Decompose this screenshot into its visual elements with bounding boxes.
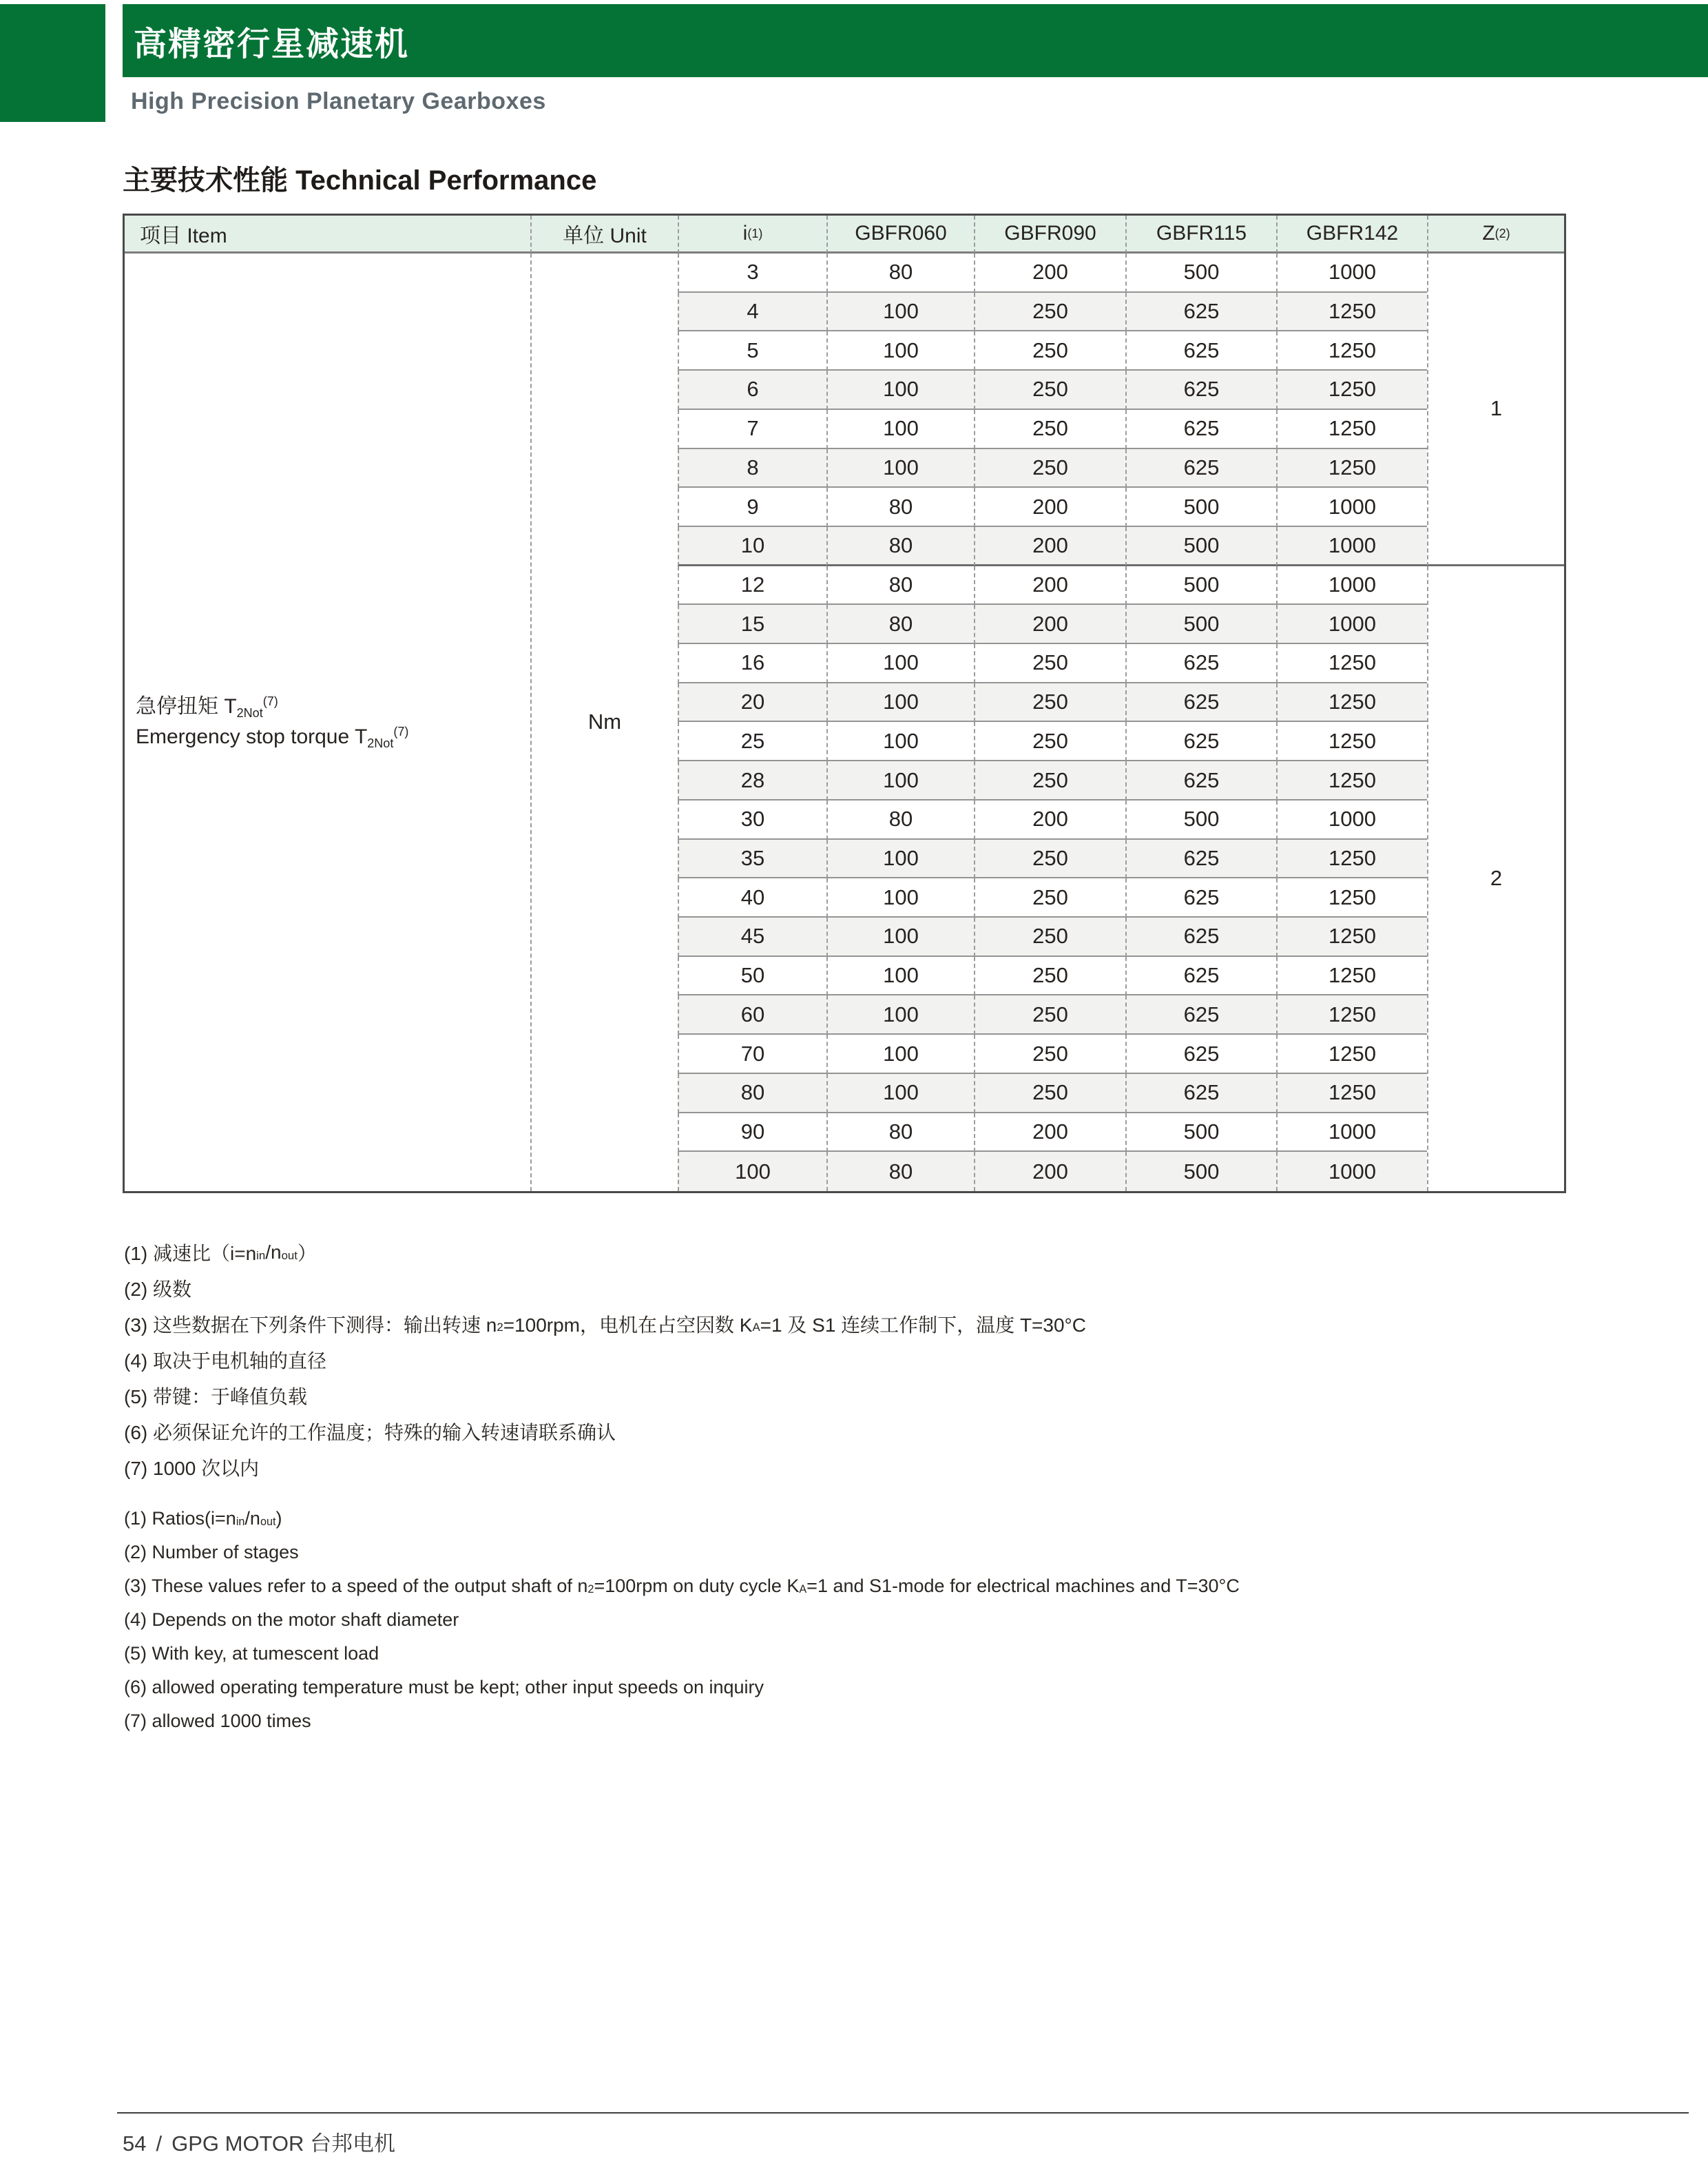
torque-value-cell: 1000 [1276, 1152, 1427, 1191]
torque-value-cell: 250 [974, 995, 1125, 1035]
torque-value-cell: 80 [826, 254, 974, 293]
ratio-cell: 8 [678, 449, 826, 488]
torque-value-cell: 250 [974, 683, 1125, 723]
footnote-line: (2) 级数 [124, 1279, 192, 1300]
footer-brand: GPG MOTOR 台邦电机 [171, 2131, 396, 2156]
torque-value-cell: 625 [1125, 410, 1276, 449]
ratio-cell: 4 [678, 293, 826, 332]
ratio-cell: 16 [678, 644, 826, 683]
footnote-line: (5) 带键：于峰值负载 [124, 1386, 308, 1407]
torque-value-cell: 1250 [1276, 995, 1427, 1035]
col-header-gbfr090: GBFR090 [974, 216, 1125, 254]
unit-cell: Nm [530, 254, 678, 1191]
item-zh-text: 急停扭矩 T [136, 695, 237, 719]
stages-cell: 2 [1427, 566, 1564, 1191]
torque-value-cell: 250 [974, 449, 1125, 488]
torque-value-cell: 625 [1125, 761, 1276, 800]
ratio-cell: 9 [678, 488, 826, 527]
torque-value-cell: 80 [826, 527, 974, 566]
ratio-cell: 3 [678, 254, 826, 293]
torque-value-cell: 1000 [1276, 605, 1427, 644]
torque-value-cell: 1250 [1276, 371, 1427, 410]
torque-value-cell: 1250 [1276, 410, 1427, 449]
torque-value-cell: 100 [826, 957, 974, 996]
ratio-cell: 25 [678, 722, 826, 761]
footnote-line: (1) 减速比（i=n $_{in}$ /n $_{out}$ ） [124, 1241, 317, 1264]
torque-value-cell: 500 [1125, 566, 1276, 606]
torque-value-cell: 625 [1125, 371, 1276, 410]
ratio-cell: 30 [678, 800, 826, 840]
torque-value-cell: 625 [1125, 840, 1276, 879]
torque-value-cell: 1250 [1276, 449, 1427, 488]
torque-value-cell: 1000 [1276, 800, 1427, 840]
ratio-cell: 20 [678, 683, 826, 723]
col-header-ratio: i (1) [678, 216, 826, 254]
torque-value-cell: 200 [974, 1152, 1125, 1191]
torque-value-cell: 100 [826, 410, 974, 449]
ratio-cell: 50 [678, 957, 826, 996]
torque-value-cell: 1000 [1276, 566, 1427, 606]
col-header-unit: 单位 Unit [530, 216, 678, 254]
ratio-cell: 12 [678, 566, 826, 606]
torque-value-cell: 100 [826, 293, 974, 332]
torque-value-cell: 625 [1125, 722, 1276, 761]
torque-value-cell: 1000 [1276, 527, 1427, 566]
torque-value-cell: 625 [1125, 1074, 1276, 1113]
ratio-cell: 10 [678, 527, 826, 566]
ratio-cell: 90 [678, 1113, 826, 1153]
page-subtitle-en: High Precision Planetary Gearboxes [131, 88, 546, 114]
col-header-gbfr060: GBFR060 [826, 216, 974, 254]
stages-cell: 1 [1427, 254, 1564, 566]
torque-value-cell: 625 [1125, 644, 1276, 683]
torque-value-cell: 1250 [1276, 957, 1427, 996]
torque-value-cell: 100 [826, 761, 974, 800]
torque-value-cell: 250 [974, 957, 1125, 996]
torque-value-cell: 100 [826, 1074, 974, 1113]
torque-value-cell: 625 [1125, 331, 1276, 371]
footnotes-en [124, 1502, 1240, 1738]
item-line-en [136, 722, 408, 752]
torque-value-cell: 1250 [1276, 761, 1427, 800]
torque-value-cell: 625 [1125, 878, 1276, 918]
torque-value-cell: 250 [974, 878, 1125, 918]
item-en-sup: (7) [393, 725, 409, 739]
torque-value-cell: 250 [974, 1074, 1125, 1113]
torque-value-cell: 1250 [1276, 644, 1427, 683]
torque-value-cell: 1250 [1276, 918, 1427, 957]
torque-value-cell: 100 [826, 918, 974, 957]
item-zh-sub: 2Not [236, 705, 263, 720]
torque-value-cell: 500 [1125, 800, 1276, 840]
page-header-bar [123, 4, 1708, 77]
torque-value-cell: 625 [1125, 957, 1276, 996]
torque-value-cell: 500 [1125, 254, 1276, 293]
footnote-line: (4) Depends on the motor shaft diameter [124, 1609, 459, 1630]
torque-value-cell: 625 [1125, 1035, 1276, 1074]
torque-value-cell: 100 [826, 840, 974, 879]
torque-value-cell: 250 [974, 293, 1125, 332]
footnote-line: (7) allowed 1000 times [124, 1711, 311, 1731]
torque-value-cell: 80 [826, 1113, 974, 1153]
item-line-zh [136, 692, 278, 722]
footnote-line: (3) These values refer to a speed of the output shaft of n $_2$ =100rpm on duty cycle K $_A$ =1 and S1-mode for electrical machines and T=30°C [124, 1576, 1240, 1596]
torque-value-cell: 250 [974, 371, 1125, 410]
footnote-line: (6) 必须保证允许的工作温度；特殊的输入转速请联系确认 [124, 1422, 616, 1443]
torque-value-cell: 80 [826, 605, 974, 644]
section-title: 主要技术性能 Technical Performance [123, 165, 597, 196]
item-en-text: Emergency stop torque T [136, 725, 368, 749]
torque-value-cell: 250 [974, 1035, 1125, 1074]
torque-value-cell: 250 [974, 918, 1125, 957]
ratio-cell: 70 [678, 1035, 826, 1074]
col-header-gbfr115: GBFR115 [1125, 216, 1276, 254]
ratio-cell: 45 [678, 918, 826, 957]
torque-value-cell: 500 [1125, 605, 1276, 644]
item-zh-sup: (7) [262, 694, 278, 709]
torque-value-cell: 625 [1125, 293, 1276, 332]
torque-value-cell: 500 [1125, 488, 1276, 527]
page-title-zh: 高精密行星减速机 [134, 25, 410, 63]
footer-separator: / [156, 2131, 163, 2156]
torque-value-cell: 100 [826, 371, 974, 410]
ratio-cell: 7 [678, 410, 826, 449]
stages-symbol: Z [1482, 222, 1495, 245]
torque-value-cell: 1250 [1276, 1035, 1427, 1074]
footnote-line: (7) 1000 次以内 [124, 1458, 260, 1479]
footnote-line: (2) Number of stages [124, 1542, 299, 1562]
torque-value-cell: 1250 [1276, 722, 1427, 761]
ratio-cell: 6 [678, 371, 826, 410]
torque-value-cell: 1250 [1276, 840, 1427, 879]
technical-performance-table [123, 214, 1566, 1193]
torque-value-cell: 100 [826, 644, 974, 683]
torque-value-cell: 100 [826, 683, 974, 723]
torque-value-cell: 100 [826, 449, 974, 488]
ratio-cell: 15 [678, 605, 826, 644]
torque-value-cell: 200 [974, 800, 1125, 840]
footnote-line: (5) With key, at tumescent load [124, 1643, 379, 1664]
torque-value-cell: 200 [974, 488, 1125, 527]
torque-value-cell: 500 [1125, 1152, 1276, 1191]
torque-value-cell: 80 [826, 1152, 974, 1191]
torque-value-cell: 100 [826, 722, 974, 761]
page-number: 54 [123, 2131, 147, 2156]
torque-value-cell: 200 [974, 1113, 1125, 1153]
ratio-cell: 35 [678, 840, 826, 879]
col-header-gbfr142: GBFR142 [1276, 216, 1427, 254]
torque-value-cell: 200 [974, 254, 1125, 293]
item-cell [125, 254, 530, 1191]
torque-value-cell: 100 [826, 331, 974, 371]
torque-value-cell: 250 [974, 644, 1125, 683]
torque-value-cell: 100 [826, 1035, 974, 1074]
torque-value-cell: 80 [826, 566, 974, 606]
torque-value-cell: 1250 [1276, 878, 1427, 918]
torque-value-cell: 1250 [1276, 683, 1427, 723]
torque-value-cell: 625 [1125, 918, 1276, 957]
torque-value-cell: 80 [826, 800, 974, 840]
torque-value-cell: 1000 [1276, 254, 1427, 293]
torque-value-cell: 625 [1125, 995, 1276, 1035]
ratio-cell: 80 [678, 1074, 826, 1113]
col-header-item: 项目 Item [125, 216, 530, 254]
header-accent-block [0, 4, 105, 122]
torque-value-cell: 625 [1125, 683, 1276, 723]
torque-value-cell: 1000 [1276, 1113, 1427, 1153]
torque-value-cell: 200 [974, 605, 1125, 644]
torque-value-cell: 500 [1125, 527, 1276, 566]
col-header-stages: Z (2) [1427, 216, 1564, 254]
torque-value-cell: 100 [826, 995, 974, 1035]
torque-value-cell: 1250 [1276, 293, 1427, 332]
torque-value-cell: 200 [974, 527, 1125, 566]
torque-value-cell: 1000 [1276, 488, 1427, 527]
torque-value-cell: 1250 [1276, 1074, 1427, 1113]
ratio-cell: 5 [678, 331, 826, 371]
footer [123, 2126, 395, 2157]
torque-value-cell: 200 [974, 566, 1125, 606]
footer-rule [117, 2112, 1689, 2114]
ratio-cell: 60 [678, 995, 826, 1035]
torque-value-cell: 625 [1125, 449, 1276, 488]
footnotes-zh [124, 1235, 1086, 1485]
torque-value-cell: 250 [974, 840, 1125, 879]
ratio-cell: 28 [678, 761, 826, 800]
torque-value-cell: 250 [974, 722, 1125, 761]
item-en-sub: 2Not [367, 736, 394, 750]
footnote-line: (6) allowed operating temperature must be kept; other input speeds on inquiry [124, 1677, 764, 1697]
footnote-line: (4) 取决于电机轴的直径 [124, 1350, 327, 1372]
torque-value-cell: 1250 [1276, 331, 1427, 371]
torque-value-cell: 500 [1125, 1113, 1276, 1153]
torque-value-cell: 100 [826, 878, 974, 918]
ratio-symbol: i [742, 222, 748, 245]
ratio-cell: 100 [678, 1152, 826, 1191]
footnote-line: (1) Ratios(i=n $_{in}$ /n $_{out}$ ) [124, 1508, 282, 1529]
torque-value-cell: 250 [974, 761, 1125, 800]
torque-value-cell: 250 [974, 410, 1125, 449]
torque-value-cell: 250 [974, 331, 1125, 371]
ratio-cell: 40 [678, 878, 826, 918]
torque-value-cell: 80 [826, 488, 974, 527]
footnote-line: (3) 这些数据在下列条件下测得：输出转速 n $_2$ =100rpm，电机在占空因数 K $_A$ =1 及 S1 连续工作制下，温度 T=30°C [124, 1314, 1086, 1336]
